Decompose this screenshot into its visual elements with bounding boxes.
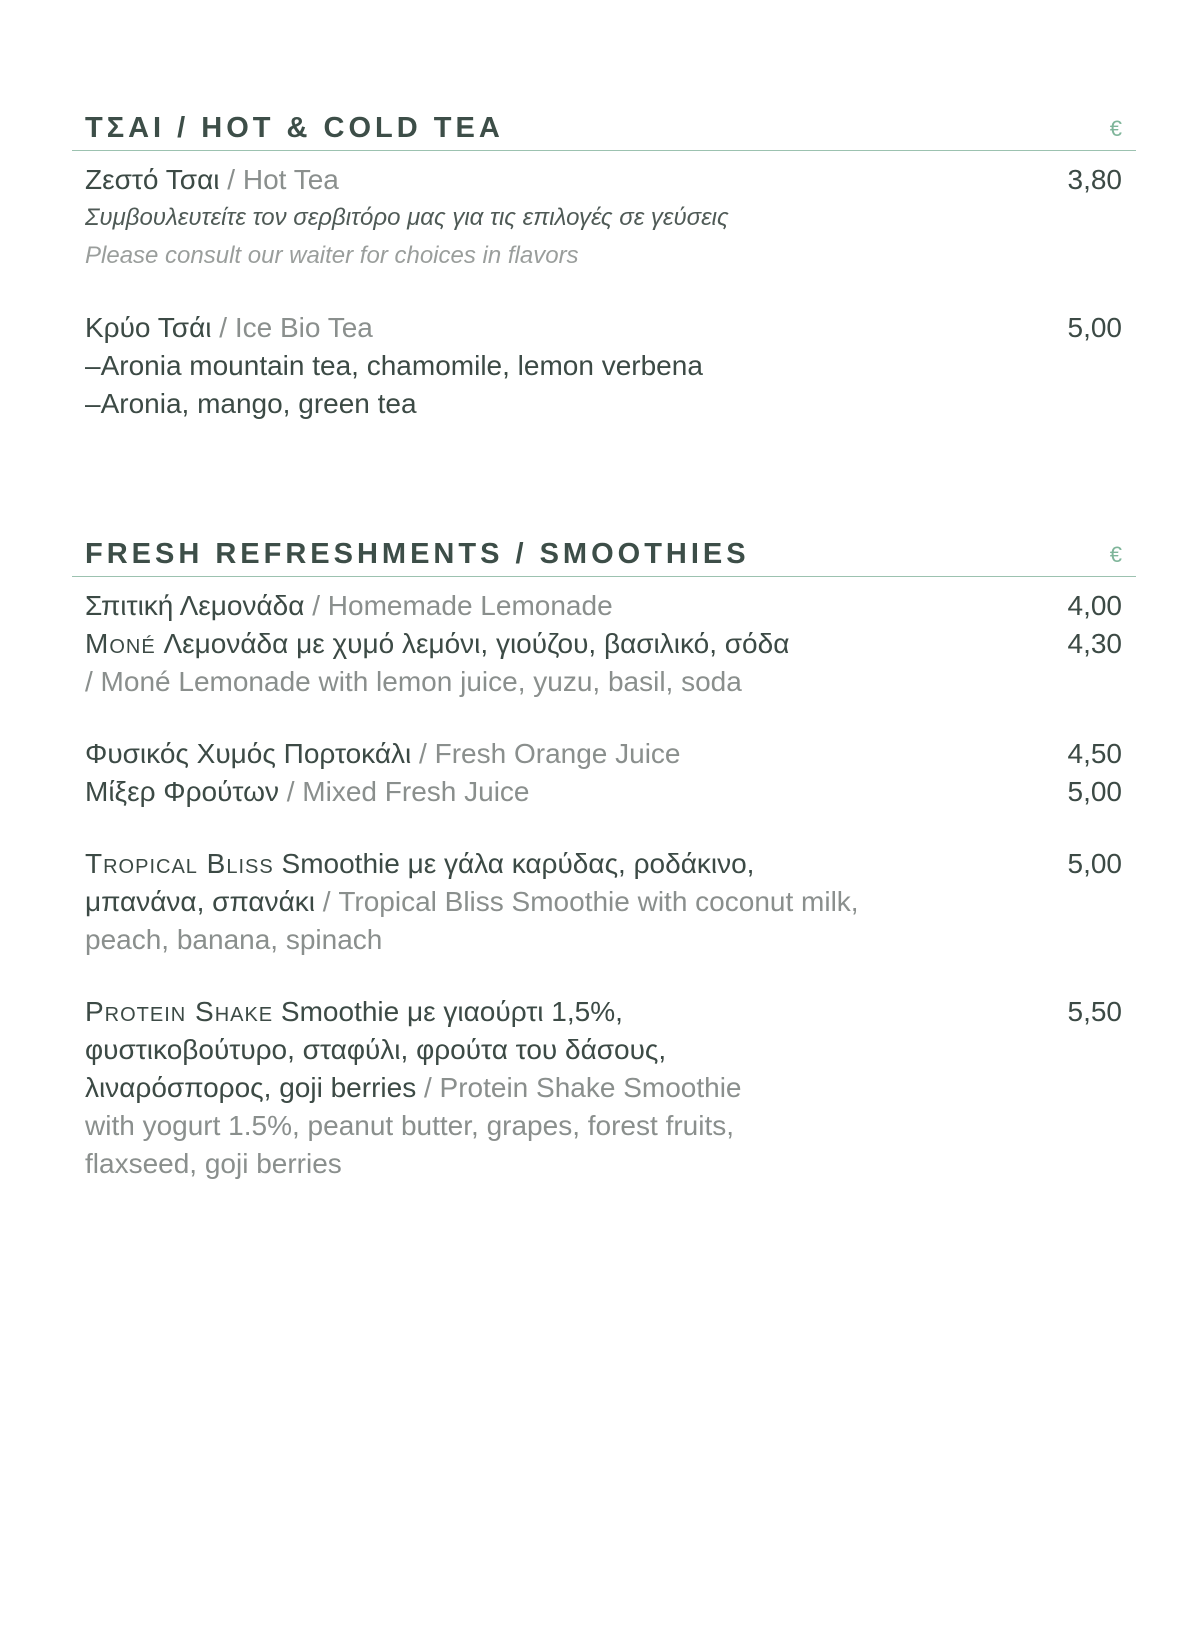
item-option: –Aronia, mango, green tea [85,388,417,419]
item-greek: φυστικοβούτυρο, σταφύλι, φρούτα του δάσους, [85,1034,667,1065]
section-tea [72,86,1136,423]
item-english: / Moné Lemonade with lemon juice, yuzu, basil, soda [85,666,742,697]
item-greek: Λεμονάδα με χυμό λεμόνι, γιούζου, βασιλικό, σόδα [155,628,790,659]
item-english: Hot Tea [242,164,339,195]
item-price: 3,80 [1067,164,1122,195]
item-brand: Tropical Bliss [85,848,274,879]
section-header [72,512,1136,577]
item-english: / Protein Shake Smoothie [416,1072,742,1103]
item-english: Homemade Lemonade [327,590,613,621]
item-price: 4,00 [1067,590,1122,621]
item-note-english: Please consult our waiter for choices in flavors [85,242,579,269]
currency-label: € [1109,116,1122,141]
item-brand: Protein Shake [85,996,274,1027]
item-option: –Aronia mountain tea, chamomile, lemon verbena [85,350,703,381]
item-description [85,1069,1016,1107]
item-english: / Tropical Bliss Smoothie with coconut milk, [314,886,859,917]
item-english: peach, banana, spinach [85,924,383,955]
item-price: 4,30 [1067,628,1122,659]
item-price: 5,00 [1067,776,1122,807]
item-separator: / [278,776,303,807]
menu-item-protein-shake [72,993,1136,1183]
section-header [72,86,1136,151]
menu-item-mixed-juice [72,773,1136,811]
item-brand: Moné [85,628,156,659]
item-name [85,625,1016,663]
section-title: ΤΣΑΙ / HOT & COLD TEA [85,112,504,144]
item-greek: Φυσικός Χυμός Πορτοκάλι [85,738,412,769]
menu-item-mone-lemonade [72,625,1136,701]
item-greek: λιναρόσπορος, goji berries [85,1072,417,1103]
item-name [85,309,1016,347]
menu-item-tropical-bliss [72,845,1136,959]
item-description [85,883,1016,921]
item-separator: / [304,590,328,621]
menu-item-hot-tea [72,161,1136,275]
item-name [85,845,1016,883]
section-title: FRESH REFRESHMENTS / SMOOTHIES [85,538,750,570]
item-greek: Ζεστό Τσαι [85,164,220,195]
item-separator: / [411,738,435,769]
item-name [85,161,1016,199]
item-greek: Κρύο Τσάι [85,312,212,343]
section-refreshments [72,512,1136,1183]
item-greek: Μίξερ Φρούτων [85,776,279,807]
menu-item-ice-tea [72,309,1136,423]
item-greek: μπανάνα, σπανάκι [85,886,315,917]
item-separator: / [219,164,243,195]
item-price: 5,00 [1067,312,1122,343]
menu-item-homemade-lemonade [72,587,1136,625]
item-english: Ice Bio Tea [234,312,373,343]
item-greek: Smoothie με γάλα καρύδας, ροδάκινο, [273,848,755,879]
item-name [85,587,1016,625]
item-english: Mixed Fresh Juice [302,776,530,807]
item-price: 5,00 [1067,848,1122,879]
item-name [85,993,1016,1031]
item-greek: Σπιτική Λεμονάδα [85,590,305,621]
currency-label: € [1109,542,1122,567]
item-english: with yogurt 1.5%, peanut butter, grapes, forest fruits, [85,1110,735,1141]
item-price: 5,50 [1067,996,1122,1027]
item-english: Fresh Orange Juice [434,738,681,769]
item-english: flaxseed, goji berries [85,1148,342,1179]
item-name [85,735,1016,773]
menu-item-orange-juice [72,735,1136,773]
item-note-greek: Συμβουλευτείτε τον σερβιτόρο μας για τις επιλογές σε γεύσεις [85,204,729,231]
item-name [85,773,1016,811]
item-separator: / [211,312,235,343]
item-price: 4,50 [1067,738,1122,769]
item-greek: Smoothie με γιαούρτι 1,5%, [273,996,623,1027]
